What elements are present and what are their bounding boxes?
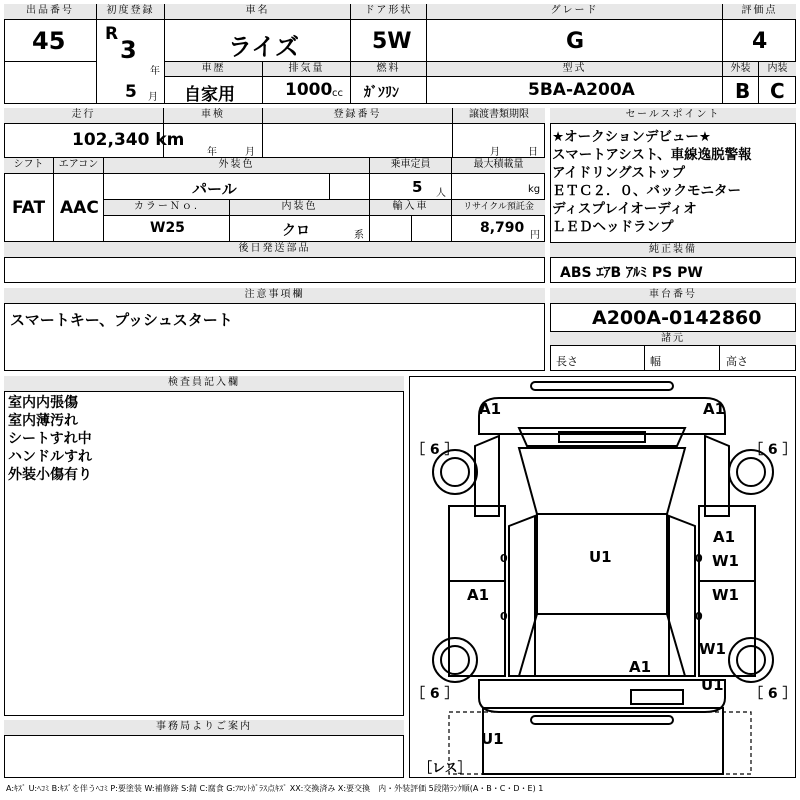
color-number: W25 [150, 220, 185, 236]
capacity: 5 [412, 178, 423, 196]
mark-zero-r2: 0 [695, 610, 703, 623]
mark-tire-fl: ［ 6 ］ [411, 442, 459, 458]
legend: A:ｷｽﾞ U:ﾍｺﾐ B:ｷｽﾞを伴うﾍｺﾐ P:要塗装 W:補修跡 S:錆 C:腐食 G:ﾌﾛﾝﾄｶﾞﾗｽ点ｷｽﾞ XX:交換済み X:要交換 内・外装評価 5段階ﾗﾝｸ順(A・B・C・D・E) 1 [6, 784, 544, 793]
car-name: ライズ [228, 33, 300, 61]
interior-grade: C [770, 79, 785, 103]
capacity-label: 乗車定員 [370, 158, 452, 174]
exterior-label: 外装 [723, 62, 759, 77]
reg-year: 3 [120, 36, 137, 64]
grade: G [566, 29, 585, 54]
mark-front-left: A1 [479, 400, 502, 418]
score: 4 [752, 29, 768, 54]
equipment-value: ABS ｴｱB ｱﾙﾐ PS PW [560, 265, 703, 281]
color-cell-extra [330, 174, 370, 200]
transfer-day-unit: 日 [528, 147, 538, 158]
colorno-label: カラーＮｏ. [104, 200, 230, 216]
fuel-type: ｶﾞｿﾘﾝ [364, 85, 399, 101]
displacement: 1000 [285, 80, 333, 100]
color-label: 外装色 [104, 158, 370, 174]
interior-color: クロ [282, 223, 310, 239]
mark-left-door: A1 [467, 586, 490, 604]
sales-point: ＬＥＤヘッドランプ [552, 219, 674, 235]
mark-zero-l2: 0 [500, 610, 508, 623]
recycle-unit: 円 [530, 230, 540, 241]
mark-spare: ［レス］ [419, 761, 471, 776]
sales-points-label: セールスポイント [550, 108, 796, 124]
shift: FAT [12, 198, 46, 218]
grade-label: グレード [427, 4, 723, 20]
mark-right-u1: U1 [701, 676, 724, 694]
shift-label: シフト [4, 158, 54, 174]
height-label: 高さ [726, 355, 748, 368]
era: R [105, 24, 119, 44]
door-label: ドア形状 [351, 4, 427, 20]
later-parts-label: 後日発送部品 [4, 242, 545, 258]
lot-number: 45 [32, 27, 66, 55]
mark-roof: U1 [589, 548, 612, 566]
import-label: 輸入車 [370, 200, 452, 216]
inspection-month-unit: 月 [245, 147, 255, 158]
name-label: 車名 [165, 4, 351, 20]
lot-label: 出品番号 [4, 4, 97, 20]
notes-label: 注意事項欄 [4, 288, 545, 304]
equipment-label: 純正装備 [550, 242, 796, 258]
mark-tire-fr: ［ 6 ］ [749, 442, 796, 458]
interior-label: 内装 [759, 62, 796, 77]
recycle-label: リサイクル預託金 [452, 200, 545, 216]
car-diagram [409, 376, 796, 778]
chassis-number: A200A-0142860 [592, 307, 762, 329]
first-reg-label: 初度登録 [97, 4, 165, 20]
inspector-note: シートすれ中 [8, 431, 92, 447]
load-label: 最大積載量 [452, 158, 545, 174]
inspection-label: 車検 [164, 108, 263, 124]
office-label: 事務局よりご案内 [4, 720, 404, 736]
mark-zero-l: 0 [500, 552, 508, 565]
capacity-unit: 人 [436, 188, 446, 199]
score-label: 評価点 [723, 4, 796, 20]
displacement-label: 排気量 [263, 62, 351, 77]
inspector-note: 室内薄汚れ [8, 413, 78, 429]
inspector-note: 外装小傷有り [8, 467, 92, 483]
mark-right-w1a: W1 [712, 552, 739, 570]
mark-tire-rr: ［ 6 ］ [749, 686, 796, 702]
model-label: 型式 [427, 62, 723, 77]
sales-points-list [552, 128, 752, 236]
mark-tire-rl: ［ 6 ］ [411, 686, 459, 702]
ac: AAC [60, 198, 99, 218]
mark-right-a1: A1 [713, 528, 736, 546]
color-name: パール [192, 180, 237, 198]
fuel-label: 燃料 [351, 62, 427, 77]
year-unit: 年 [150, 66, 160, 77]
model-code: 5BA-A200A [528, 80, 635, 100]
chassis-label: 車台番号 [550, 288, 796, 304]
mileage-label: 走行 [4, 108, 164, 124]
reg-month: 5 [125, 82, 137, 102]
recycle-fee: 8,790 [480, 220, 525, 236]
cc-unit: cc [332, 88, 343, 99]
sales-point: ディスプレイオーディオ [552, 201, 697, 217]
mark-right-w1c: W1 [699, 640, 726, 658]
history-label: 車歴 [165, 62, 263, 77]
inspector-note: 室内内張傷 [8, 395, 78, 411]
interior-color-unit: 系 [354, 230, 364, 241]
notes-value: スマートキー、プッシュスタート [10, 311, 233, 329]
mileage: 102,340 km [72, 130, 185, 150]
intcolor-label: 内装色 [230, 200, 370, 216]
inspector-label: 検査員記入欄 [4, 376, 404, 392]
width-label: 幅 [650, 355, 661, 368]
sales-point: ★オークションデビュー★ [552, 129, 711, 145]
inspection-year-unit: 年 [207, 147, 217, 158]
transfer-month-unit: 月 [490, 147, 500, 158]
spec-label: 諸元 [550, 331, 796, 346]
exterior-grade: B [735, 79, 751, 103]
inspector-note: ハンドルすれ [8, 449, 92, 465]
mark-rear-bumper: U1 [481, 730, 504, 748]
sales-point: スマートアシスト、車線逸脱警報 [552, 147, 752, 163]
mark-rear-a1: A1 [629, 658, 652, 676]
load-unit: kg [528, 184, 541, 195]
import-cell-a [370, 216, 412, 242]
mark-zero-r1: 0 [695, 552, 703, 565]
sales-point: アイドリングストップ [552, 165, 685, 181]
mark-right-w1b: W1 [712, 586, 739, 604]
regno-cell [263, 124, 453, 158]
lot-blank [4, 62, 97, 104]
length-label: 長さ [556, 355, 578, 368]
month-unit: 月 [148, 92, 158, 103]
transfer-label: 譲渡書類期限 [453, 108, 545, 124]
inspector-list [8, 394, 92, 484]
door-type: 5W [372, 29, 412, 54]
ac-label: エアコン [54, 158, 104, 174]
mark-front-right: A1 [703, 400, 726, 418]
import-cell-b [412, 216, 452, 242]
regno-label: 登録番号 [263, 108, 453, 124]
sales-point: ＥＴＣ２．０、バックモニター [552, 183, 741, 199]
car-history: 自家用 [184, 85, 235, 105]
